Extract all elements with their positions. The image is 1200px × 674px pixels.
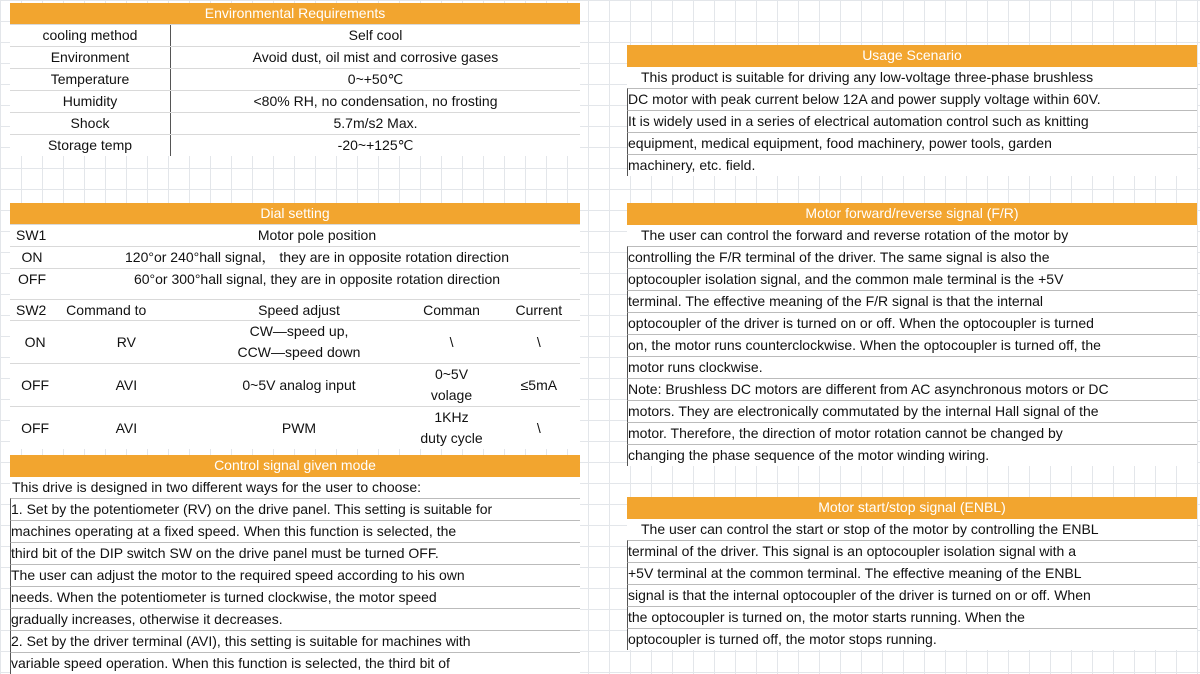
sw1-on-row	[10, 246, 580, 268]
usage-line: DC motor with peak current below 12A and power supply voltage within 60V.	[627, 88, 1197, 110]
usage-scenario-block	[627, 45, 1197, 176]
sw2-header-sw: SW2	[16, 302, 47, 318]
env-label: Environment	[50, 49, 130, 65]
env-label: Shock	[70, 115, 110, 131]
sw2-header-comman: Comman	[423, 302, 480, 318]
control-signal-block	[10, 455, 580, 674]
env-value: 0~+50℃	[170, 69, 580, 90]
env-row	[10, 46, 580, 68]
fr-signal-block	[627, 203, 1197, 466]
env-row	[10, 68, 580, 90]
env-row	[10, 24, 580, 46]
sw1-row	[10, 224, 580, 246]
fr-header: Motor forward/reverse signal (F/R)	[627, 203, 1197, 224]
enbl-header: Motor start/stop signal (ENBL)	[627, 497, 1197, 518]
enbl-line: the optocoupler is turned on, the motor starts running. When the	[627, 606, 1197, 628]
fr-line: changing the phase sequence of the motor winding wiring.	[627, 444, 1197, 466]
sw2-comman-line: volage	[430, 387, 473, 403]
sw1-label: SW1	[16, 227, 47, 243]
usage-line: equipment, medical equipment, food machinery, power tools, garden	[627, 132, 1197, 154]
control-line: variable speed operation. When this function is selected, the third bit of	[10, 652, 580, 674]
sw2-table	[10, 299, 580, 449]
control-line: needs. When the potentiometer is turned clockwise, the motor speed	[10, 586, 580, 608]
sw2-cmd: AVI	[115, 419, 138, 436]
usage-line: It is widely used in a series of electrical automation control such as knitting	[627, 110, 1197, 132]
sw2-speed	[193, 321, 406, 364]
enbl-line: The user can control the start or stop of the motor by controlling the ENBL	[627, 518, 1197, 540]
sw1-off-row	[10, 268, 580, 290]
env-value: Avoid dust, oil mist and corrosive gases	[170, 47, 580, 68]
sw2-row	[10, 364, 580, 407]
control-line: 2. Set by the driver terminal (AVI), this setting is suitable for machines with	[10, 630, 580, 652]
sw2-sw: OFF	[21, 419, 50, 436]
sw2-current: \	[536, 333, 541, 350]
fr-line: motor runs clockwise.	[627, 356, 1197, 378]
sw1-off-desc: 60°or 300°hall signal, they are in opposite rotation direction	[133, 271, 501, 287]
env-requirements-table	[10, 3, 580, 156]
control-header: Control signal given mode	[10, 455, 580, 476]
sw2-comman: \	[449, 333, 454, 350]
enbl-line: optocoupler is turned off, the motor stops running.	[627, 628, 1197, 650]
sw2-comman	[405, 407, 497, 450]
fr-line: optocoupler isolation signal, and the common male terminal is the +5V	[627, 268, 1197, 290]
dial-header: Dial setting	[10, 203, 580, 224]
fr-line: terminal. The effective meaning of the F/R signal is that the internal	[627, 290, 1197, 312]
control-line: The user can adjust the motor to the required speed according to his own	[10, 564, 580, 586]
fr-line: on, the motor runs counterclockwise. When the optocoupler is turned off, the	[627, 334, 1197, 356]
sw2-speed-line: CCW—speed down	[237, 344, 361, 360]
sw2-sw: OFF	[21, 376, 50, 393]
enbl-line: terminal of the driver. This signal is an optocoupler isolation signal with a	[627, 540, 1197, 562]
env-value: 5.7m/s2 Max.	[170, 113, 580, 134]
fr-line: controlling the F/R terminal of the driver. The same signal is also the	[627, 246, 1197, 268]
sw1-off-label: OFF	[18, 271, 46, 287]
env-label: Temperature	[50, 71, 130, 87]
env-value: Self cool	[170, 25, 580, 46]
env-label: Storage temp	[47, 137, 133, 153]
sw2-comman-line: 0~5V	[434, 366, 469, 382]
control-line: This drive is designed in two different ways for the user to choose:	[10, 476, 580, 498]
sw2-row	[10, 321, 580, 364]
usage-line: This product is suitable for driving any low-voltage three-phase brushless	[627, 66, 1197, 88]
usage-line: machinery, etc. field.	[627, 154, 1197, 176]
sw2-cmd: RV	[116, 333, 136, 350]
control-line: machines operating at a fixed speed. When this function is selected, the	[10, 520, 580, 542]
env-row	[10, 90, 580, 112]
control-line: gradually increases, otherwise it decreases.	[10, 608, 580, 630]
dial-setting-table	[10, 203, 580, 449]
control-line: 1. Set by the potentiometer (RV) on the drive panel. This setting is suitable for	[10, 498, 580, 520]
enbl-signal-block	[627, 497, 1197, 650]
sw1-desc: Motor pole position	[257, 227, 377, 243]
env-header: Environmental Requirements	[10, 3, 580, 24]
sw2-row	[10, 407, 580, 450]
sw2-header-command: Command to	[66, 302, 147, 318]
sw2-header-current: Current	[515, 302, 563, 318]
env-row	[10, 134, 580, 156]
sw2-comman-line: duty cycle	[420, 430, 483, 446]
usage-header: Usage Scenario	[627, 45, 1197, 66]
sw1-on-desc: 120°or 240°hall signal， they are in opposite rotation direction	[125, 249, 509, 265]
sw1-on-label: ON	[21, 249, 43, 265]
enbl-line: +5V terminal at the common terminal. The effective meaning of the ENBL	[627, 562, 1197, 584]
sw2-cmd: AVI	[115, 376, 138, 393]
sw2-comman	[405, 364, 497, 407]
fr-line: Note: Brushless DC motors are different from AC asynchronous motors or DC	[627, 378, 1197, 400]
control-line: third bit of the DIP switch SW on the drive panel must be turned OFF.	[10, 542, 580, 564]
enbl-line: signal is that the internal optocoupler of the driver is turned on or off. When	[627, 584, 1197, 606]
env-label: Humidity	[62, 93, 118, 109]
env-row	[10, 112, 580, 134]
sw2-speed-line: CW—speed up,	[249, 323, 349, 339]
fr-line: The user can control the forward and reverse rotation of the motor by	[627, 224, 1197, 246]
fr-line: motor. Therefore, the direction of motor rotation cannot be changed by	[627, 422, 1197, 444]
sw2-speed: 0~5V analog input	[242, 376, 356, 393]
sw2-speed: PWM	[281, 419, 317, 436]
fr-line: optocoupler of the driver is turned on or off. When the optocoupler is turned	[627, 312, 1197, 334]
sw2-current: \	[536, 419, 541, 436]
fr-line: motors. They are electronically commutated by the internal Hall signal of the	[627, 400, 1197, 422]
sw2-sw: ON	[24, 333, 46, 350]
sw2-comman-line: 1KHz	[434, 409, 469, 425]
sw2-current: ≤5mA	[520, 376, 558, 393]
env-label: cooling method	[42, 27, 138, 43]
env-value: <80% RH, no condensation, no frosting	[170, 91, 580, 112]
env-value: -20~+125℃	[170, 135, 580, 156]
sw2-header-speed: Speed adjust	[258, 302, 340, 318]
